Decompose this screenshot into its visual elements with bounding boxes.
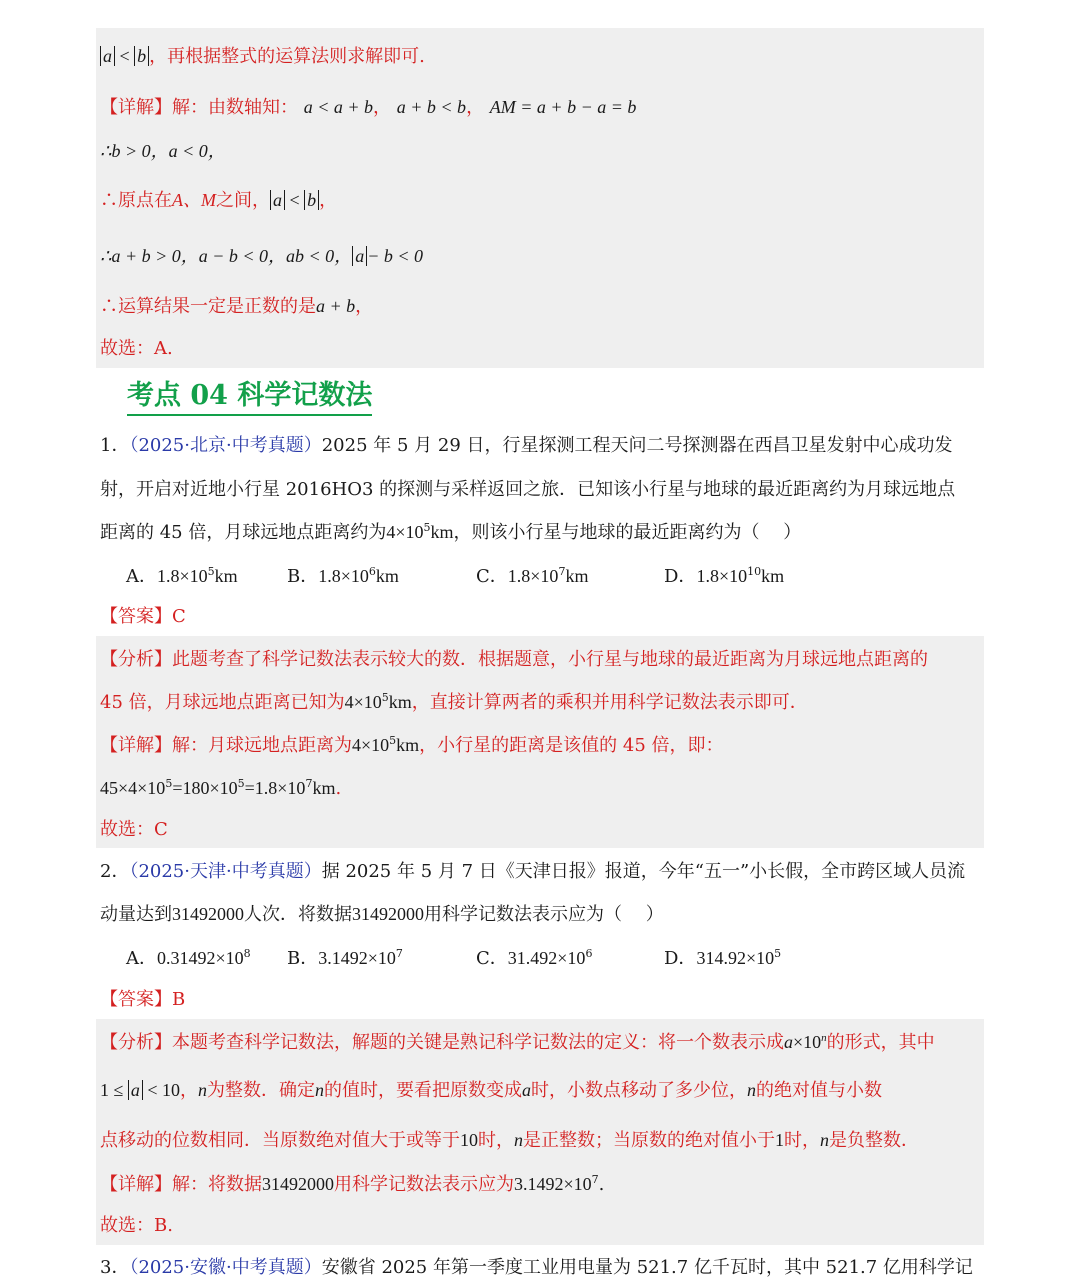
- block0-line3: ∴b > 0，a < 0，: [100, 141, 226, 161]
- q2-option-d[interactable]: D．$314.92\times 10^5$: [664, 947, 782, 969]
- q1-calc-line: $45\times 4\times 10^5=180\times 10^5=1.8\times 10^7km$.: [100, 777, 342, 799]
- q1-option-d[interactable]: D．$1.8\times 10^{10}km$: [664, 565, 785, 587]
- q2-conclusion: 故选：B.: [100, 1215, 173, 1236]
- q1-analysis-line2: 45 倍，月球远地点距离已知为$4\times 10^5km$，直接计算两者的乘积并用科学记数法表示即可．: [100, 691, 808, 713]
- q2-analysis-line1: 【分析】本题考查科学记数法，解题的关键是熟记科学记数法的定义：将一个数表示成$a\times 10^n$的形式，其中: [100, 1032, 935, 1053]
- q1-option-c[interactable]: C．$1.8\times 10^7km$: [476, 565, 589, 587]
- block0-line1: a < b ，再根据整式的运算法则求解即可.: [100, 44, 425, 69]
- block0-detail-line: 【详解】解：由数轴知： a < a + b， a + b < b， AM = a + b − a = b: [100, 97, 637, 118]
- q1-line2: 射，开启对近地小行星 2016HO3 的探测与采样返回之旅．已知该小行星与地球的最近距离约为月球远地点: [100, 479, 956, 500]
- q2-analysis-line2: 1 ≤ a < 10，n为整数．确定n的值时，要看把原数变成a时，小数点移动了多少位，n的绝对值与小数: [100, 1080, 883, 1101]
- q2-detail-line: 【详解】解：将数据31492000用科学记数法表示应为$3.1492\times 10^7$.: [100, 1173, 605, 1195]
- q1-option-b[interactable]: B．$1.8\times 10^6km$: [287, 565, 399, 587]
- q2-line1: 2．（2025·天津·中考真题）据 2025 年 5 月 7 日《天津日报》报道，今年“五一”小长假，全市跨区域人员流: [100, 861, 966, 882]
- q1-line3: 距离的 45 倍，月球远地点距离约为$4\times 10^5km$，则该小行星与地球的最近距离约为（ ）: [100, 521, 802, 543]
- q3-line1: 3．（2025·安徽·中考真题）安徽省 2025 年第一季度工业用电量为 521.7 亿千瓦时，其中 521.7 亿用科学记: [100, 1257, 973, 1278]
- q1-line1: 1．（2025·北京·中考真题）2025 年 5 月 29 日，行星探测工程天问二号探测器在西昌卫星发射中心成功发: [100, 435, 953, 456]
- q2-option-c[interactable]: C．$31.492\times 10^6$: [476, 947, 593, 969]
- q1-conclusion: 故选：C: [100, 819, 168, 840]
- q1-option-a[interactable]: A．$1.8\times 10^5km$: [126, 565, 238, 587]
- block0-line6: ∴运算结果一定是正数的是a + b，: [100, 296, 374, 317]
- q2-answer: 【答案】B: [100, 989, 186, 1010]
- q2-line2: 动量达到31492000人次．将数据31492000用科学记数法表示应为（ ）: [100, 904, 664, 925]
- q1-detail-line: 【详解】解：月球远地点距离为$4\times 10^5km$，小行星的距离是该值的 45 倍，即：: [100, 734, 724, 756]
- q1-answer: 【答案】C: [100, 606, 186, 627]
- block0-line5: ∴a + b > 0，a − b < 0，ab < 0， a − b < 0: [100, 246, 423, 266]
- q1-source: （2025·北京·中考真题）: [129, 435, 322, 456]
- block0-conclusion: 故选：A.: [100, 338, 173, 359]
- q2-option-a[interactable]: A．$0.31492\times 10^8$: [126, 947, 251, 969]
- section-title: 考点 04 科学记数法: [127, 378, 372, 416]
- q1-analysis-line1: 【分析】此题考查了科学记数法表示较大的数．根据题意，小行星与地球的最近距离为月球远地点距离的: [100, 649, 928, 670]
- block0-line4: ∴原点在A、M之间， a < b ，: [100, 190, 338, 211]
- q2-source: （2025·天津·中考真题）: [129, 861, 322, 882]
- q3-source: （2025·安徽·中考真题）: [129, 1257, 322, 1278]
- q2-option-b[interactable]: B．$3.1492\times 10^7$: [287, 947, 403, 969]
- q2-analysis-line3: 点移动的位数相同．当原数绝对值大于或等于10时，n是正整数；当原数的绝对值小于1时，n是负整数．: [100, 1130, 919, 1151]
